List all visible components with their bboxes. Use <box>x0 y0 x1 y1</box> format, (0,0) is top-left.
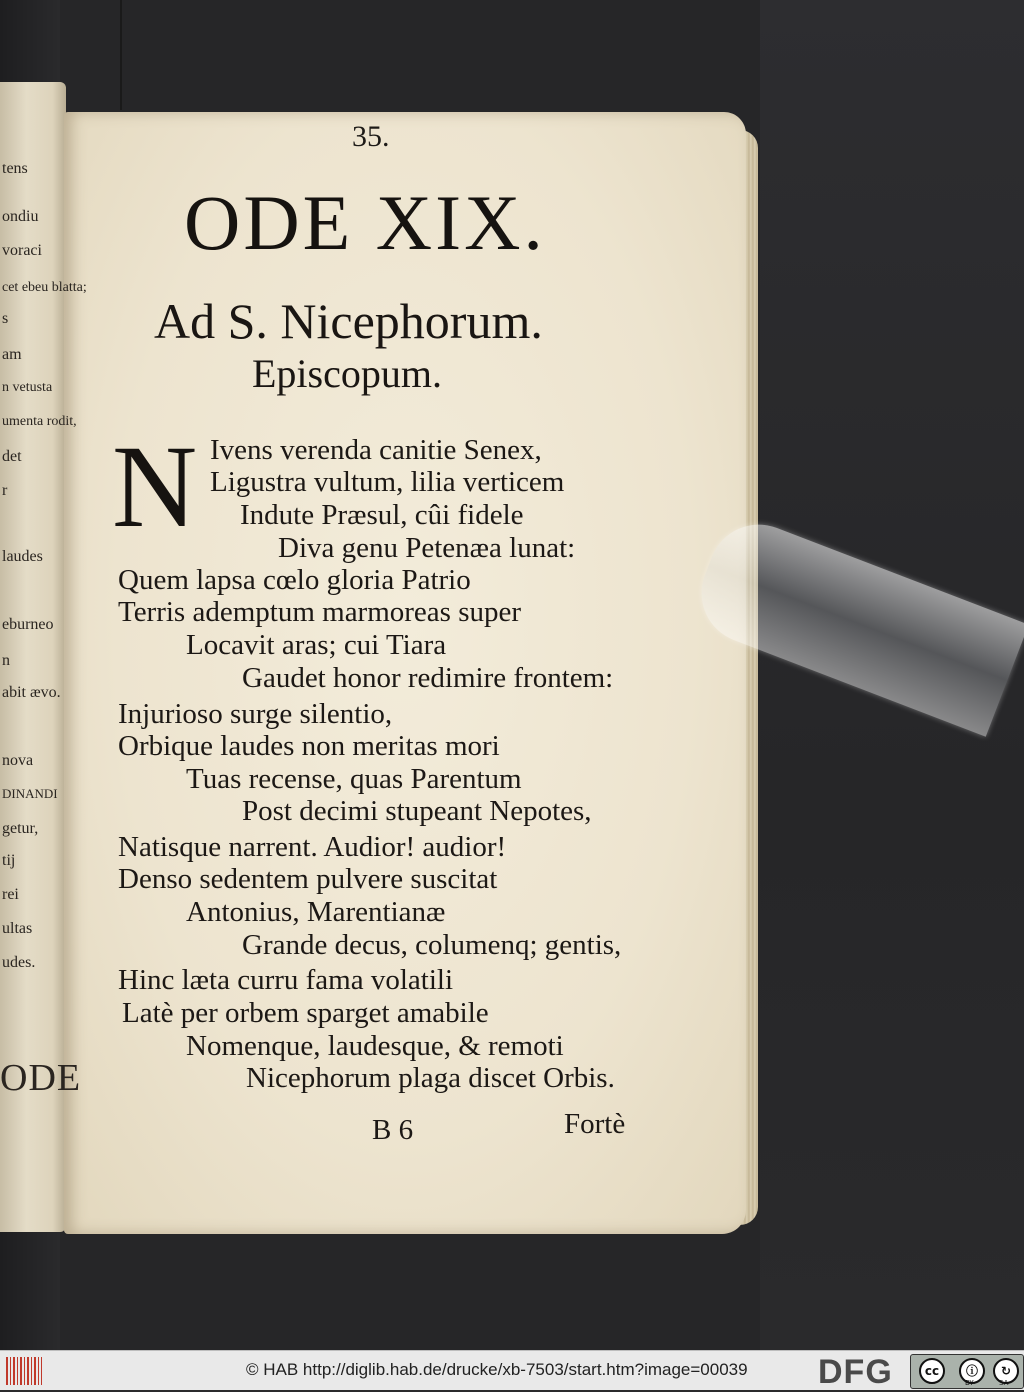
verse-line: Ivens verenda canitie Senex, <box>210 434 542 466</box>
left-page-fragment: nova <box>2 752 34 769</box>
left-page-fragment: udes. <box>2 954 36 971</box>
dedication-line-2: Episcopum. <box>252 351 442 396</box>
verse-line: Latè per orbem sparget amabile <box>122 997 489 1029</box>
left-page-fragment: s <box>2 310 9 327</box>
verse-line: Grande decus, columenq; gentis, <box>242 929 622 961</box>
verse-line: Natisque narrent. Audior! audior! <box>118 831 507 863</box>
verse-line: Locavit aras; cui Tiara <box>186 629 447 661</box>
verse-line: Post decimi stupeant Nepotes, <box>242 795 592 827</box>
verse-line: Hinc læta curru fama volatili <box>118 964 454 996</box>
verse-line: Denso sedentem pulvere suscitat <box>118 863 498 895</box>
left-page-fragment: n <box>2 652 10 669</box>
verse-line: Injurioso surge silentio, <box>118 698 393 730</box>
cc-icon: cc <box>919 1358 945 1384</box>
catchword: Fortè <box>564 1108 626 1140</box>
verse-line: Antonius, Marentianæ <box>186 896 446 928</box>
sa-icon: ↻ <box>993 1358 1019 1384</box>
left-page-fragment: umenta rodit, <box>2 414 77 429</box>
left-page-fragment: getur, <box>2 820 39 837</box>
left-page-fragment: ondiu <box>2 208 39 225</box>
background-divider <box>120 0 122 110</box>
verse-line: Tuas recense, quas Parentum <box>186 763 522 795</box>
verse-line: Nicephorum plaga discet Orbis. <box>246 1062 615 1094</box>
verse-line: Indute Præsul, cûi fidele <box>240 499 524 531</box>
left-page-heading: ODE <box>0 1057 82 1099</box>
verse-line: Nomenque, laudesque, & remoti <box>186 1030 564 1062</box>
left-page-fragment: n vetusta <box>2 380 53 395</box>
left-page-fragment: voraci <box>2 242 42 259</box>
left-page-fragment: ultas <box>2 920 33 937</box>
license-label-sa: SA <box>999 1379 1009 1387</box>
left-page-fragment: eburneo <box>2 616 54 633</box>
ode-title: ODE XIX. <box>184 179 546 266</box>
barcode-icon <box>6 1357 42 1385</box>
verse-line: Ligustra vultum, lilia verticem <box>210 466 565 498</box>
left-page-fragment: det <box>2 448 22 465</box>
left-page-fragment: tij <box>2 852 16 869</box>
left-page-fragment: tens <box>2 160 28 177</box>
license-badge[interactable] <box>910 1354 1024 1389</box>
drop-cap: N <box>112 421 198 552</box>
dedication-line-1: Ad S. Nicephorum. <box>154 293 543 349</box>
signature-mark: B 6 <box>372 1114 414 1146</box>
license-label-by: BY <box>965 1379 974 1387</box>
page-number: 35. <box>352 120 390 153</box>
footer-credit-link[interactable]: © HAB http://diglib.hab.de/drucke/xb-7503/start.htm?image=00039 <box>246 1360 748 1379</box>
left-page-fragment: laudes <box>2 548 43 565</box>
verse-line: Orbique laudes non meritas mori <box>118 730 500 762</box>
left-page-fragment: abit ævo. <box>2 684 61 701</box>
left-page-fragment: rei <box>2 886 19 903</box>
verse-line: Quem lapsa cœlo gloria Patrio <box>118 564 471 596</box>
verse-line: Terris ademptum marmoreas super <box>118 596 522 628</box>
left-page-fragment: DINANDI <box>2 786 58 801</box>
verse-line: Diva genu Petenæa lunat: <box>278 532 576 564</box>
dfg-logo: DFG <box>818 1353 893 1391</box>
by-icon: ⓘ <box>959 1358 985 1384</box>
left-page-fragment: am <box>2 346 22 363</box>
verse-line: Gaudet honor redimire frontem: <box>242 662 614 694</box>
left-page-fragment: cet ebeu blatta; <box>2 280 87 295</box>
left-page-fragment: r <box>2 482 8 499</box>
footer-bar <box>0 1350 1024 1390</box>
